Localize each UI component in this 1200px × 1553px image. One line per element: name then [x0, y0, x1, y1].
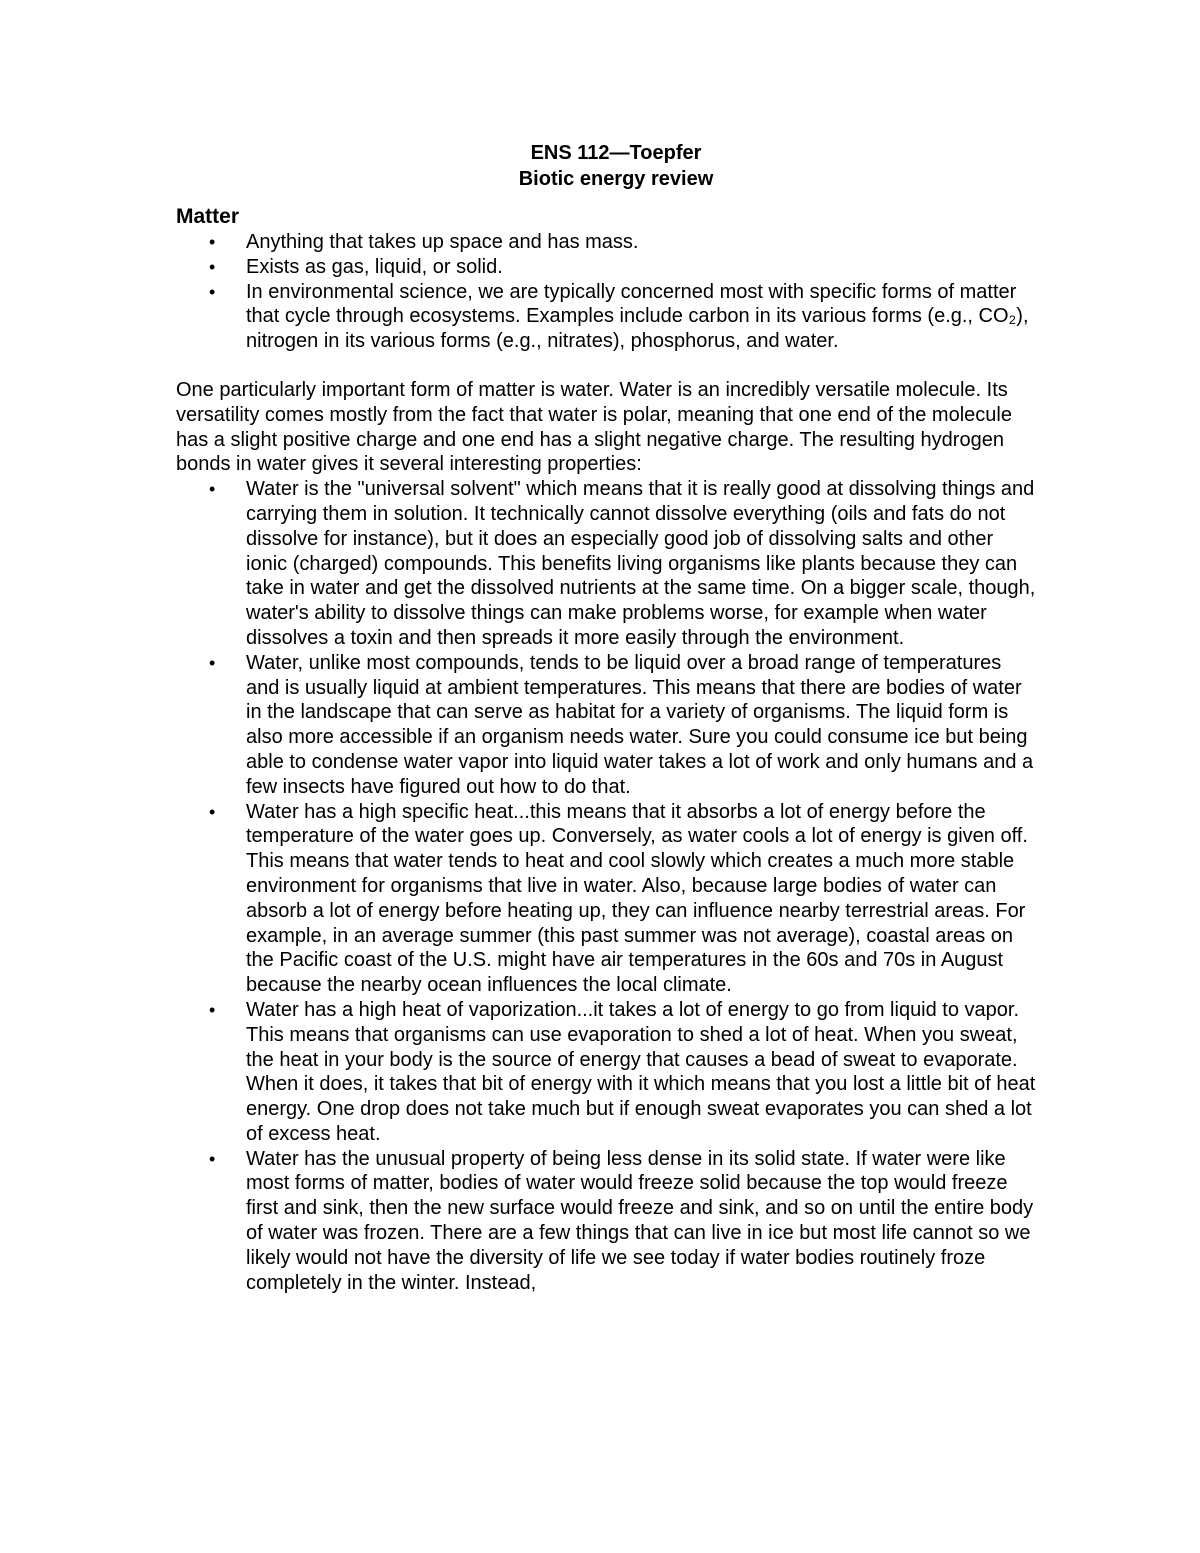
list-item-text: Water is the "universal solvent" which means that it is really good at dissolving things and carrying them in solution. It technically cannot dissolve everything (oils and fats do not dissolve for instance), but it does an especially good job of dissolving salts and other ionic (charged) compounds. This benefits living organisms like plants because they can take in water and get the dissolved nutrients at the same time. On a bigger scale, though, water's ability to dissolve things can make problems worse, for example when water dissolves a toxin and then spreads it more easily through the environment.	[246, 478, 1036, 649]
bullet-icon: •	[209, 256, 216, 277]
list-item-text: Exists as gas, liquid, or solid.	[246, 255, 503, 278]
list-item	[176, 255, 1036, 280]
list-item-text: Anything that takes up space and has mass.	[246, 231, 639, 253]
water-properties-list	[176, 477, 1036, 1295]
list-item-text: Water, unlike most compounds, tends to be liquid over a broad range of temperatures and is usually liquid at ambient temperatures. This means that there are bodies of water in the landscape that can serve as habitat for a variety of organisms. The liquid form is also more accessible if an organism needs water. Sure you could consume ice but being able to condense water vapor into liquid water takes a lot of work and only humans and a few insects have figured out how to do that.	[246, 651, 1034, 798]
bullet-icon: •	[209, 479, 216, 500]
bullet-icon: •	[209, 801, 216, 822]
list-item-text: Water has a high specific heat...this means that it absorbs a lot of energy before the temperature of the water goes up. Conversely, as water cools a lot of energy is given off. This means that water tends to heat and cool slowly which creates a much more stable environment for organisms that live in water. Also, because large bodies of water can absorb a lot of energy before heating up, they can influence nearby terrestrial areas. For example, in an average summer (this past summer was not average), coastal areas on the Pacific coast of the U.S. might have air temperatures in the 60s and 70s in August because the nearby ocean influences the local climate.	[246, 800, 1028, 997]
bullet-icon: •	[209, 652, 216, 673]
bullet-icon: •	[209, 281, 216, 302]
list-item-text: Water has a high heat of vaporization...it takes a lot of energy to go from liquid to vapor. This means that organisms can use evaporation to shed a lot of heat. When you sweat, the heat in your body is the source of energy that causes a bead of sweat to evaporate. When it does, it takes that bit of energy with it which means that you lost a little bit of heat energy. One drop does not take much but if enough sweat evaporates you can shed a lot of excess heat.	[246, 998, 1036, 1145]
list-item	[176, 1147, 1036, 1296]
list-item	[176, 230, 1036, 255]
list-item-text: In environmental science, we are typically concerned most with specific forms of matter that cycle through ecosystems. Examples include carbon in its various forms (e.g., CO₂), nitrogen in its various forms (e.g., nitrates), phosphorus, and water.	[246, 280, 1029, 353]
bullet-icon: •	[209, 999, 216, 1020]
course-title: ENS 112—Toepfer	[530, 142, 702, 164]
list-item	[176, 800, 1036, 998]
document-subtitle: Biotic energy review	[518, 168, 714, 190]
list-item-text: Water has the unusual property of being less dense in its solid state. If water were like most forms of matter, bodies of water would freeze solid because the top would freeze first and sink, then the new surface would freeze and sink, and so on until the entire body of water was frozen. There are a few things that can live in ice but most life cannot so we likely would not have the diversity of life we see today if water bodies routinely froze completely in the winter. Instead,	[246, 1147, 1034, 1294]
list-item	[176, 998, 1036, 1147]
document-page	[176, 140, 1036, 1295]
list-item	[176, 477, 1036, 651]
list-item	[176, 651, 1036, 800]
section-heading-matter: Matter	[176, 205, 240, 228]
paragraph-text: One particularly important form of matter is water. Water is an incredibly versatile molecule. Its versatility comes mostly from the fact that water is polar, meaning that one end of the molecule has a slight positive charge and one end has a slight negative charge. The resulting hydrogen bonds in water gives it several interesting properties:	[176, 378, 1012, 476]
bullet-icon: •	[209, 1148, 216, 1169]
matter-bullet-list	[176, 230, 1036, 354]
bullet-icon: •	[209, 232, 216, 252]
water-intro-paragraph	[176, 378, 1036, 477]
list-item	[176, 280, 1036, 354]
